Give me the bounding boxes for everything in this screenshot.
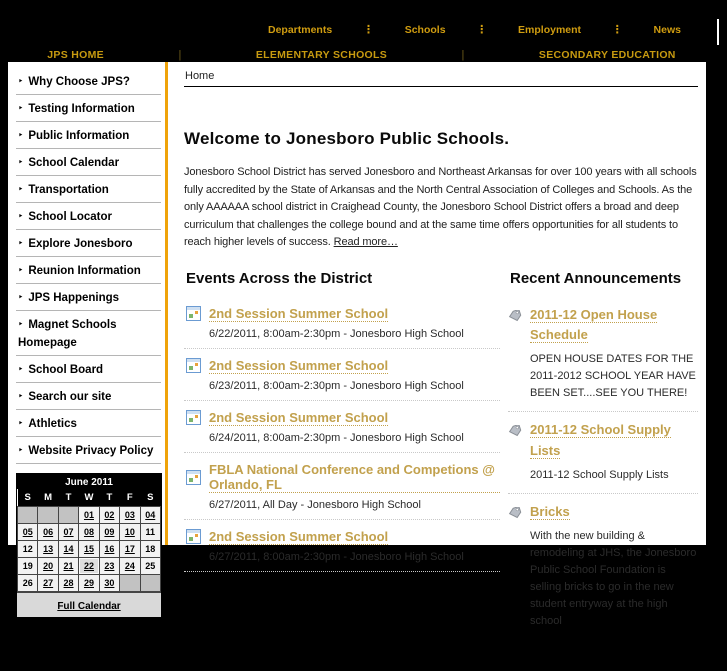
read-more-link[interactable]: Read more… bbox=[333, 236, 398, 249]
calendar-day-cell bbox=[38, 524, 58, 541]
announcement-body: 2011-12 School Supply Lists bbox=[530, 468, 669, 481]
event-link[interactable]: FBLA National Conference and Competions @ Orlando, FL bbox=[209, 462, 500, 493]
calendar-day-cell bbox=[58, 575, 78, 592]
calendar-week-row bbox=[18, 507, 161, 524]
secondnav-link-secondary-education[interactable]: SECONDARY EDUCATION bbox=[538, 49, 676, 61]
announcement-link[interactable]: 2011-12 School Supply Lists bbox=[530, 422, 671, 458]
calendar-day-cell bbox=[120, 524, 140, 541]
breadcrumb: Home bbox=[185, 70, 215, 82]
topnav-link-schools[interactable]: Schools bbox=[404, 24, 446, 36]
contact-phone: 870-933-5800 bbox=[94, 636, 160, 648]
calendar-week-row bbox=[18, 541, 161, 558]
contact-row-pre-k bbox=[16, 659, 161, 671]
secondary-nav bbox=[10, 49, 713, 61]
announcement-link[interactable]: 2011-12 Open House Schedule bbox=[530, 306, 658, 343]
event-item bbox=[184, 520, 500, 572]
sidebar-item-label: Search our site bbox=[28, 391, 112, 403]
calendar-day-link[interactable]: 13 bbox=[43, 544, 54, 554]
sidebar-item-label: Athletics bbox=[28, 418, 77, 430]
contact-info bbox=[16, 636, 161, 671]
contact-phone: 870-933-5876 bbox=[94, 659, 160, 671]
calendar-day-link[interactable]: 21 bbox=[63, 561, 74, 571]
announcements-section bbox=[508, 268, 698, 639]
calendar-day-link[interactable]: 03 bbox=[124, 510, 135, 520]
calendar-day-cell bbox=[99, 524, 119, 541]
calendar-day-link[interactable]: 27 bbox=[43, 578, 54, 588]
calendar-day-link[interactable]: 01 bbox=[83, 510, 94, 520]
calendar-footer bbox=[17, 592, 161, 617]
sidebar-item-school-locator[interactable] bbox=[16, 203, 161, 230]
arrow-bullet-icon: ‣ bbox=[18, 130, 24, 140]
sidebar-item-label: Testing Information bbox=[28, 103, 135, 115]
topnav-link-news[interactable]: News bbox=[653, 24, 681, 36]
sidebar-item-jps-happenings[interactable] bbox=[16, 284, 161, 311]
arrow-bullet-icon: ‣ bbox=[18, 211, 24, 221]
calendar-day-link[interactable]: 05 bbox=[22, 527, 33, 537]
sidebar-item-label: School Board bbox=[28, 364, 104, 376]
calendar-day-cell bbox=[38, 541, 58, 558]
calendar-day-link[interactable]: 07 bbox=[63, 527, 74, 537]
calendar-day-header: W bbox=[79, 489, 99, 507]
welcome-paragraph bbox=[184, 164, 698, 252]
separator-dots-icon: ⋮ bbox=[362, 23, 374, 36]
calendar-day-link[interactable]: 02 bbox=[104, 510, 115, 520]
calendar-day-cell bbox=[120, 541, 140, 558]
announcement-item bbox=[508, 494, 698, 639]
secondnav-link-jps-home[interactable]: JPS HOME bbox=[47, 49, 104, 61]
sidebar-item-label: Explore Jonesboro bbox=[28, 238, 133, 250]
sidebar-item-label: Public Information bbox=[28, 130, 130, 142]
event-item bbox=[184, 349, 500, 401]
calendar-day-link[interactable]: 16 bbox=[104, 544, 115, 554]
event-item bbox=[184, 401, 500, 453]
contact-row-central-office bbox=[16, 636, 161, 648]
events-heading: Events Across the District bbox=[186, 269, 373, 287]
welcome-text: Jonesboro School District has served Jonesboro and Northeast Arkansas for over 100 years with all schools fully accredited by the State of Arkansas and the North Central Association of Colleges and Schools. As the only AAAAAA school district in Craighead County, the Jonesboro School District offers a broad and deep curriculum that challenges the college bound and at the same time offers opportunities for all students to reach higher levels of success. bbox=[184, 166, 697, 249]
sidebar-item-school-calendar[interactable] bbox=[16, 149, 161, 176]
secondnav-link-elementary-schools[interactable]: ELEMENTARY SCHOOLS bbox=[255, 49, 388, 61]
calendar-day-header: T bbox=[58, 489, 78, 507]
calendar-day-header: S bbox=[18, 489, 38, 507]
calendar-day-cell bbox=[99, 575, 119, 592]
tag-icon bbox=[508, 507, 523, 520]
separator-dots-icon: ⋮ bbox=[476, 23, 488, 36]
event-detail: 6/27/2011, All Day - Jonesboro High School bbox=[209, 498, 421, 511]
sidebar-item-school-board[interactable] bbox=[16, 356, 161, 383]
sidebar-item-label: Why Choose JPS? bbox=[28, 76, 130, 88]
calendar-day-link[interactable]: 24 bbox=[124, 561, 135, 571]
contact-label: Central Office bbox=[16, 636, 85, 648]
event-head bbox=[184, 306, 500, 322]
primary-nav bbox=[268, 24, 681, 36]
calendar-month-title: June 2011 bbox=[17, 474, 161, 489]
sidebar-item-label: Transportation bbox=[28, 184, 109, 196]
calendar-week-row bbox=[18, 575, 161, 592]
arrow-bullet-icon: ‣ bbox=[18, 157, 24, 167]
calendar-day-cell bbox=[120, 507, 140, 524]
event-head bbox=[184, 410, 500, 426]
sidebar-item-why-choose-jps[interactable] bbox=[16, 68, 161, 95]
calendar-icon bbox=[186, 470, 201, 485]
calendar-icon bbox=[186, 529, 201, 544]
calendar-empty-cell bbox=[140, 575, 160, 592]
event-item bbox=[184, 297, 500, 349]
event-link[interactable]: 2nd Session Summer School bbox=[209, 409, 389, 425]
top-header bbox=[0, 0, 727, 62]
sidebar-item-label: School Calendar bbox=[28, 157, 120, 169]
announcement-item bbox=[508, 297, 698, 412]
calendar-day-header: F bbox=[120, 489, 140, 507]
event-head bbox=[184, 529, 500, 545]
calendar-day-link[interactable]: 30 bbox=[104, 578, 115, 588]
page-title: Welcome to Jonesboro Public Schools. bbox=[184, 129, 510, 148]
sidebar-item-label: JPS Happenings bbox=[28, 292, 120, 304]
calendar-icon bbox=[186, 358, 201, 373]
sidebar-item-transportation[interactable] bbox=[16, 176, 161, 203]
sidebar-item-magnet-schools-homepage[interactable] bbox=[16, 311, 161, 356]
topnav-link-departments[interactable]: Departments bbox=[268, 24, 333, 36]
mini-calendar bbox=[16, 473, 162, 618]
calendar-day-cell bbox=[38, 558, 58, 575]
arrow-bullet-icon: ‣ bbox=[18, 418, 24, 428]
main-area bbox=[168, 62, 706, 628]
calendar-day-cell bbox=[79, 541, 99, 558]
calendar-day-link[interactable]: 17 bbox=[124, 544, 135, 554]
calendar-day-cell bbox=[99, 558, 119, 575]
calendar-day-cell: 11 bbox=[140, 524, 160, 541]
separator-pipe: | bbox=[461, 49, 465, 61]
sidebar bbox=[8, 62, 165, 671]
calendar-day-link[interactable]: 06 bbox=[43, 527, 54, 537]
calendar-day-cell bbox=[120, 558, 140, 575]
full-calendar-link[interactable]: Full Calendar bbox=[57, 601, 121, 612]
calendar-day-cell bbox=[18, 524, 38, 541]
sidebar-item-athletics[interactable] bbox=[16, 410, 161, 437]
calendar-day-cell bbox=[99, 507, 119, 524]
scrollbar-artifact bbox=[717, 19, 719, 45]
sidebar-item-reunion-information[interactable] bbox=[16, 257, 161, 284]
calendar-icon bbox=[186, 306, 201, 321]
arrow-bullet-icon: ‣ bbox=[18, 184, 24, 194]
content-columns bbox=[184, 268, 698, 639]
calendar-day-link[interactable]: 09 bbox=[104, 527, 115, 537]
calendar-icon bbox=[186, 410, 201, 425]
calendar-day-cell: 18 bbox=[140, 541, 160, 558]
announcement-body: With the new building & remodeling at JHS, the Jonesboro Public School Foundation is selling bricks to go in the new student entryway at the high school bbox=[530, 529, 697, 628]
arrow-bullet-icon: ‣ bbox=[18, 103, 24, 113]
sidebar-item-testing-information[interactable] bbox=[16, 95, 161, 122]
arrow-bullet-icon: ‣ bbox=[18, 319, 24, 329]
arrow-bullet-icon: ‣ bbox=[18, 265, 24, 275]
sidebar-item-label: School Locator bbox=[28, 211, 113, 223]
calendar-day-cell bbox=[99, 541, 119, 558]
calendar-week-row bbox=[18, 558, 161, 575]
calendar-day-link[interactable]: 22 bbox=[83, 561, 94, 571]
event-detail: 6/23/2011, 8:00am-2:30pm - Jonesboro High School bbox=[209, 379, 464, 392]
event-head bbox=[184, 358, 500, 374]
announcement-body: OPEN HOUSE DATES FOR THE 2011-2012 SCHOOL YEAR HAVE BEEN SET....SEE YOU THERE! bbox=[530, 353, 696, 400]
event-link[interactable]: 2nd Session Summer School bbox=[209, 357, 389, 373]
calendar-day-link[interactable]: 10 bbox=[124, 527, 135, 537]
sidebar-item-label: Reunion Information bbox=[28, 265, 141, 277]
calendar-day-cell: 19 bbox=[18, 558, 38, 575]
calendar-day-header: T bbox=[99, 489, 119, 507]
calendar-day-link[interactable]: 04 bbox=[145, 510, 156, 520]
calendar-day-header: S bbox=[140, 489, 160, 507]
arrow-bullet-icon: ‣ bbox=[18, 292, 24, 302]
separator-dots-icon: ⋮ bbox=[611, 23, 623, 36]
event-detail: 6/24/2011, 8:00am-2:30pm - Jonesboro High School bbox=[209, 431, 464, 444]
calendar-day-header: M bbox=[38, 489, 58, 507]
calendar-empty-cell bbox=[120, 575, 140, 592]
calendar-day-cell bbox=[79, 507, 99, 524]
arrow-bullet-icon: ‣ bbox=[18, 445, 24, 455]
calendar-day-cell bbox=[140, 507, 160, 524]
announcement-link[interactable]: Bricks bbox=[530, 503, 570, 519]
separator-pipe: | bbox=[178, 49, 182, 61]
sidebar-item-label: Magnet Schools Homepage bbox=[18, 319, 117, 349]
event-item bbox=[184, 453, 500, 520]
sidebar-item-public-information[interactable] bbox=[16, 122, 161, 149]
calendar-day-cell: 12 bbox=[18, 541, 38, 558]
announcements-heading: Recent Announcements bbox=[510, 269, 682, 287]
calendar-day-link[interactable]: 08 bbox=[83, 527, 94, 537]
calendar-day-link[interactable]: 15 bbox=[83, 544, 94, 554]
topnav-link-employment[interactable]: Employment bbox=[518, 24, 582, 36]
breadcrumb-rule bbox=[184, 86, 698, 87]
calendar-day-cell: 25 bbox=[140, 558, 160, 575]
page-content bbox=[8, 62, 706, 671]
calendar-day-cell bbox=[58, 541, 78, 558]
calendar-empty-cell bbox=[58, 507, 78, 524]
sidebar-item-search-our-site[interactable] bbox=[16, 383, 161, 410]
calendar-day-link[interactable]: 29 bbox=[83, 578, 94, 588]
calendar-day-link[interactable]: 14 bbox=[63, 544, 74, 554]
calendar-day-cell bbox=[79, 558, 99, 575]
calendar-empty-cell bbox=[38, 507, 58, 524]
calendar-day-cell: 26 bbox=[18, 575, 38, 592]
calendar-day-cell bbox=[79, 575, 99, 592]
calendar-week-row bbox=[18, 524, 161, 541]
tag-icon bbox=[508, 310, 523, 323]
announcement-item bbox=[508, 412, 698, 493]
calendar-day-cell bbox=[79, 524, 99, 541]
event-detail: 6/27/2011, 8:00am-2:30pm - Jonesboro High School bbox=[209, 550, 464, 563]
calendar-day-link[interactable]: 28 bbox=[63, 578, 74, 588]
arrow-bullet-icon: ‣ bbox=[18, 391, 24, 401]
sidebar-item-explore-jonesboro[interactable] bbox=[16, 230, 161, 257]
contact-label: Pre-K bbox=[16, 659, 45, 671]
calendar-day-link[interactable]: 23 bbox=[104, 561, 115, 571]
arrow-bullet-icon: ‣ bbox=[18, 76, 24, 86]
sidebar-item-website-privacy-policy[interactable] bbox=[16, 437, 161, 464]
calendar-grid bbox=[17, 489, 161, 592]
event-head bbox=[184, 462, 500, 493]
events-section bbox=[184, 268, 500, 639]
sidebar-item-label: Website Privacy Policy bbox=[28, 445, 154, 457]
event-detail: 6/22/2011, 8:00am-2:30pm - Jonesboro High School bbox=[209, 327, 464, 340]
event-link[interactable]: 2nd Session Summer School bbox=[209, 528, 389, 544]
calendar-empty-cell bbox=[18, 507, 38, 524]
event-link[interactable]: 2nd Session Summer School bbox=[209, 305, 389, 321]
arrow-bullet-icon: ‣ bbox=[18, 238, 24, 248]
calendar-day-cell bbox=[38, 575, 58, 592]
calendar-day-link[interactable]: 20 bbox=[43, 561, 54, 571]
calendar-day-cell bbox=[58, 524, 78, 541]
arrow-bullet-icon: ‣ bbox=[18, 364, 24, 374]
tag-icon bbox=[508, 425, 523, 438]
calendar-day-cell bbox=[58, 558, 78, 575]
